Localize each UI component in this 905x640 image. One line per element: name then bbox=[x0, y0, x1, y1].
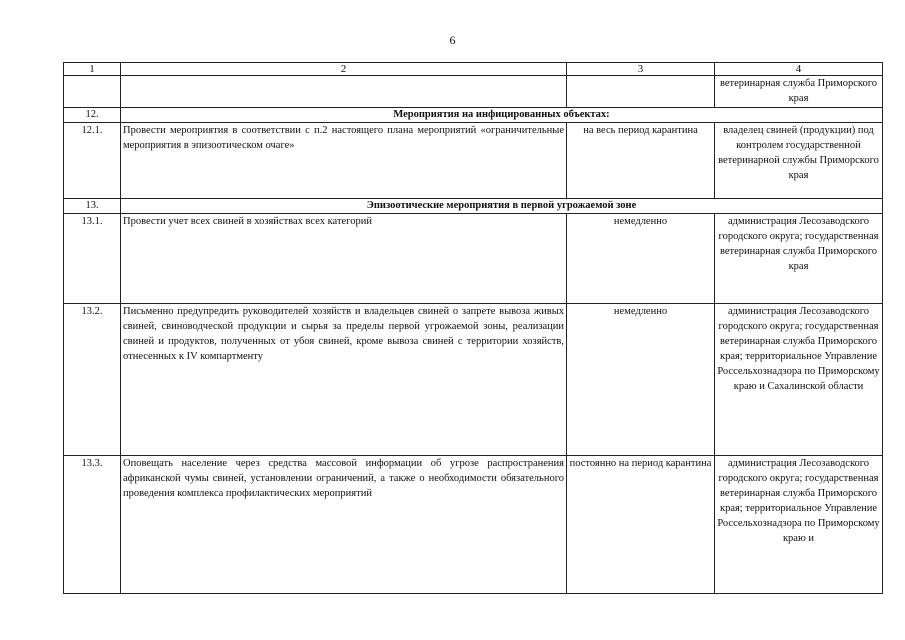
row-term: постоянно на период карантина bbox=[567, 456, 715, 594]
page-number: 6 bbox=[449, 33, 456, 47]
section-row bbox=[64, 199, 883, 214]
row-term: на весь период карантина bbox=[567, 123, 715, 199]
column-number-1: 1 bbox=[64, 63, 121, 76]
row-action: Провести мероприятия в соответствии с п.2 настоящего плана мероприятий «ограничительные мероприятия в эпизоотическом очаге» bbox=[121, 123, 567, 199]
row-number bbox=[64, 76, 121, 108]
row-responsible: владелец свиней (продукции) под контролем государственной ветеринарной службы Приморского края bbox=[715, 123, 883, 199]
row-term bbox=[567, 76, 715, 108]
row-responsible: ветеринарная служба Приморского края bbox=[715, 76, 883, 108]
table-row bbox=[64, 214, 883, 304]
table-row bbox=[64, 304, 883, 456]
column-number-4: 4 bbox=[715, 63, 883, 76]
row-action: Письменно предупредить руководителей хозяйств и владельцев свиней о запрете вывоза живых свиней, свиноводческой продукции и сырья за пределы первой угрожаемой зоны, реализации свиней и продуктов, полученных от убоя свиней, кроме вывоза свиней с территории хозяйств, отнесенных к IV компартменту bbox=[121, 304, 567, 456]
measures-table bbox=[63, 62, 883, 594]
section-title: Мероприятия на инфицированных объектах: bbox=[121, 108, 883, 123]
section-row bbox=[64, 108, 883, 123]
row-responsible: администрация Лесозаводского городского округа; государственная ветеринарная служба Приморского края; территориальное Управление Россельхознадзора по Приморскому краю и bbox=[715, 456, 883, 594]
table-row bbox=[64, 456, 883, 594]
row-term: немедленно bbox=[567, 304, 715, 456]
row-number: 13.1. bbox=[64, 214, 121, 304]
column-number-3: 3 bbox=[567, 63, 715, 76]
row-number: 13.2. bbox=[64, 304, 121, 456]
column-number-row bbox=[64, 63, 883, 76]
row-action: Провести учет всех свиней в хозяйствах всех категорий bbox=[121, 214, 567, 304]
table-row bbox=[64, 123, 883, 199]
section-number: 12. bbox=[64, 108, 121, 123]
row-number: 12.1. bbox=[64, 123, 121, 199]
section-number: 13. bbox=[64, 199, 121, 214]
row-number: 13.3. bbox=[64, 456, 121, 594]
row-responsible: администрация Лесозаводского городского округа; государственная ветеринарная служба Приморского края bbox=[715, 214, 883, 304]
row-action: Оповещать население через средства массовой информации об угрозе распространения африканской чумы свиней, установлении ограничений, а также о необходимости обязательного проведения комплекса профилактических мероприятий bbox=[121, 456, 567, 594]
section-title: Эпизоотические мероприятия в первой угрожаемой зоне bbox=[121, 199, 883, 214]
row-term: немедленно bbox=[567, 214, 715, 304]
row-action bbox=[121, 76, 567, 108]
row-responsible: администрация Лесозаводского городского округа; государственная ветеринарная служба Приморского края; территориальное Управление Россельхознадзора по Приморскому краю и Сахалинской области bbox=[715, 304, 883, 456]
table-row bbox=[64, 76, 883, 108]
column-number-2: 2 bbox=[121, 63, 567, 76]
